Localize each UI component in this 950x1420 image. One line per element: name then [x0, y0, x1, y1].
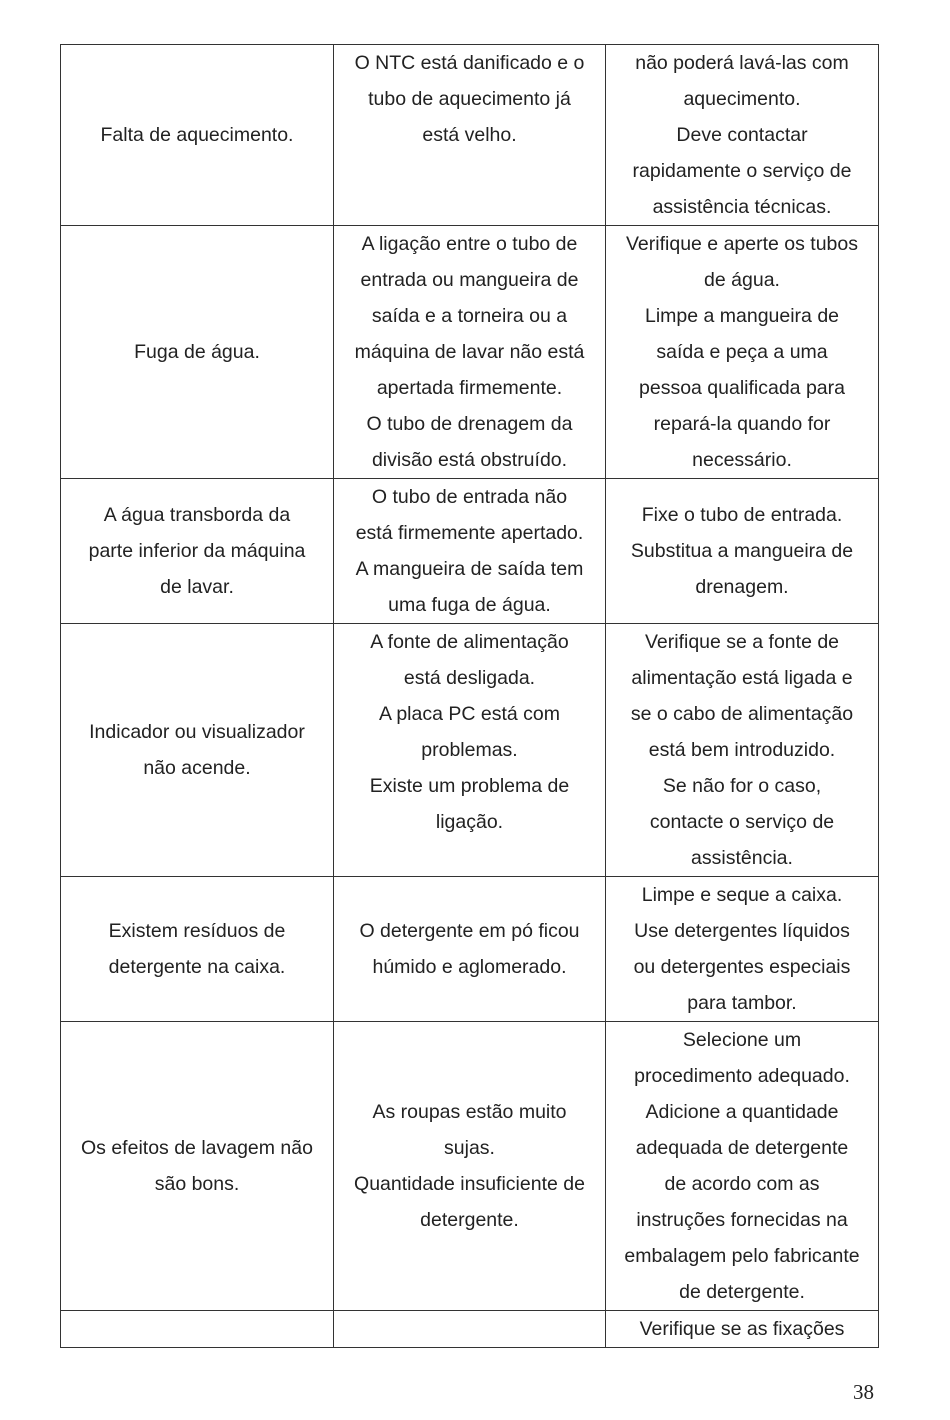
- table-row: [61, 45, 879, 226]
- table-row: [61, 226, 879, 479]
- solution-cell: Verifique e aperte os tubos de água. Limpe a mangueira de saída e peça a uma pessoa qualificada para repará-la quando for necessário.: [606, 226, 879, 479]
- solution-cell: Selecione um procedimento adequado. Adicione a quantidade adequada de detergente de acordo com as instruções fornecidas na embalagem pelo fabricante de detergente.: [606, 1022, 879, 1311]
- problem-cell: Existem resíduos de detergente na caixa.: [61, 877, 334, 1022]
- problem-cell: Fuga de água.: [61, 226, 334, 479]
- problem-cell: Indicador ou visualizador não acende.: [61, 624, 334, 877]
- troubleshooting-table: [60, 44, 879, 1348]
- table-row: [61, 624, 879, 877]
- cause-cell: O detergente em pó ficou húmido e aglomerado.: [334, 877, 606, 1022]
- solution-cell: Fixe o tubo de entrada. Substitua a mangueira de drenagem.: [606, 479, 879, 624]
- problem-cell: A água transborda da parte inferior da máquina de lavar.: [61, 479, 334, 624]
- table-row: [61, 1311, 879, 1348]
- page-number: 38: [853, 1380, 874, 1404]
- cause-cell: O NTC está danificado e o tubo de aquecimento já está velho.: [334, 45, 606, 226]
- table-row: [61, 877, 879, 1022]
- cause-cell: As roupas estão muito sujas. Quantidade insuficiente de detergente.: [334, 1022, 606, 1311]
- cause-cell: [334, 1311, 606, 1348]
- solution-cell: Verifique se a fonte de alimentação está ligada e se o cabo de alimentação está bem introduzido. Se não for o caso, contacte o serviço de assistência.: [606, 624, 879, 877]
- solution-cell: não poderá lavá-las com aquecimento. Deve contactar rapidamente o serviço de assistência técnicas.: [606, 45, 879, 226]
- problem-cell: Os efeitos de lavagem não são bons.: [61, 1022, 334, 1311]
- problem-cell: [61, 1311, 334, 1348]
- table-row: [61, 1022, 879, 1311]
- problem-cell: Falta de aquecimento.: [61, 45, 334, 226]
- solution-cell: Verifique se as fixações: [606, 1311, 879, 1348]
- solution-cell: Limpe e seque a caixa. Use detergentes líquidos ou detergentes especiais para tambor.: [606, 877, 879, 1022]
- cause-cell: A fonte de alimentação está desligada. A placa PC está com problemas. Existe um problema de ligação.: [334, 624, 606, 877]
- table-row: [61, 479, 879, 624]
- cause-cell: A ligação entre o tubo de entrada ou mangueira de saída e a torneira ou a máquina de lavar não está apertada firmemente. O tubo de drenagem da divisão está obstruído.: [334, 226, 606, 479]
- cause-cell: O tubo de entrada não está firmemente apertado. A mangueira de saída tem uma fuga de água.: [334, 479, 606, 624]
